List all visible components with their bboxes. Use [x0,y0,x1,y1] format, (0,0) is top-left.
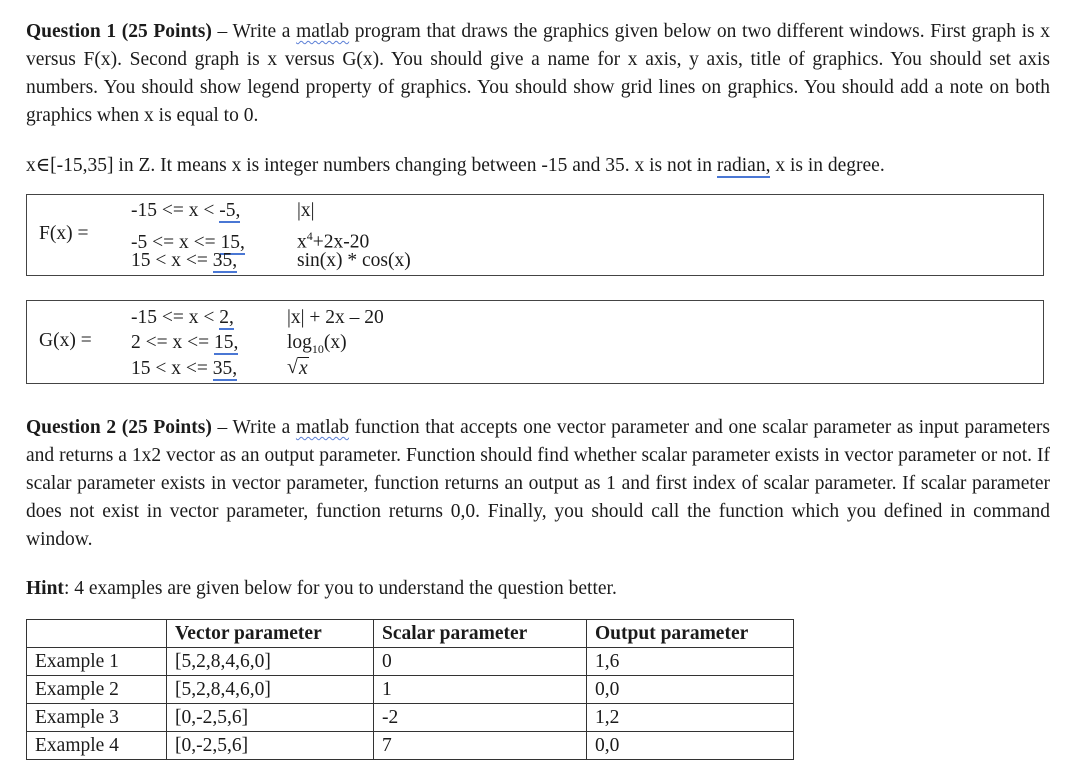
g-row-3-cond-b: 35, [212,358,238,379]
f-row-3-condition [131,248,297,274]
hint-text: : 4 examples are given below for you to understand the question better. [63,578,617,599]
hint-line [26,575,1050,603]
f-row-2-expr-b: +2x-20 [312,231,370,253]
g-row-2-expr-a: log [287,332,312,353]
table-row [27,676,794,704]
square-root-argument: x [299,358,308,379]
table-header-vector: Vector parameter [167,620,374,648]
table-cell: [0,-2,5,6] [167,704,374,732]
table-cell: [5,2,8,4,6,0] [167,648,374,676]
f-row-1 [131,198,315,224]
table-cell: Example 3 [27,704,167,732]
f-row-1-cond-b: -5, [219,200,241,221]
table-header-output: Output parameter [587,620,794,648]
question-2-heading: Question 2 (25 Points) [26,417,212,438]
table-cell: 7 [374,732,587,760]
table-row [27,648,794,676]
table-cell: Example 4 [27,732,167,760]
g-row-2-condition [131,330,287,356]
matlab-word-2: matlab [295,417,350,438]
g-row-3-condition [131,356,287,382]
table-header-empty [27,620,167,648]
table-cell: 0,0 [587,732,794,760]
domain-line [26,152,1050,180]
table-cell: -2 [374,704,587,732]
f-function-box [26,194,1044,276]
g-row-3-cond-a: 15 < x <= [131,358,213,379]
g-function-name: G(x) = [39,330,92,351]
question-1-text-b: program that draws the graphics given below on two different windows. First graph is x versus F(x). Second graph is x versus G(x). You should give a name for x axis, y axis, title of graphics. You should set axis numbers. You should show legend property of graphics. You should show grid lines on graphics. You should add a note on both graphics when x is equal to 0. [26,21,1050,126]
square-root-sign: √ [287,356,298,378]
f-row-2 [131,223,370,253]
table-header-row [27,620,794,648]
domain-text-b: x is in degree. [770,155,885,176]
f-row-3 [131,248,411,274]
g-row-2 [131,330,347,356]
table-row [27,704,794,732]
table-cell: Example 2 [27,676,167,704]
table-cell: [5,2,8,4,6,0] [167,676,374,704]
f-row-2-exponent: 4 [306,229,313,243]
hint-label: Hint [26,578,64,599]
question-1-paragraph [26,18,1050,130]
f-row-2-cond-a: -5 <= x <= [131,231,221,253]
g-row-2-cond-a: 2 <= x <= [131,332,214,353]
table-cell: Example 1 [27,648,167,676]
g-row-1-condition [131,305,287,331]
g-row-3-expression [287,356,309,382]
table-cell: 1,6 [587,648,794,676]
table-cell: 0 [374,648,587,676]
table-cell: 0,0 [587,676,794,704]
g-row-2-cond-b: 15, [214,332,239,353]
table-cell: [0,-2,5,6] [167,732,374,760]
table-cell: 1 [374,676,587,704]
question-2-paragraph [26,414,1050,554]
domain-text-a: x∈[-15,35] in Z. It means x is integer numbers changing between -15 and 35. x is not in [26,155,717,176]
g-row-1-cond-b: 2, [219,307,234,328]
f-row-1-condition [131,198,297,224]
table-cell: 1,2 [587,704,794,732]
f-row-2-expr-a: x [297,231,307,253]
question-2-text-b: function that accepts one vector parameter and one scalar parameter as input parameters and returns a 1x2 vector as an output parameter. Function should find whether scalar parameter exists in vector parameter or not. If scalar parameter exists in vector parameter, function returns an output as 1 and first index of scalar parameter. If scalar parameter does not exist in vector parameter, function returns 0,0. Finally, you should call the function which you defined in command window. [26,417,1050,550]
f-row-1-cond-a: -15 <= x < [131,200,220,221]
table-row [27,732,794,760]
f-row-3-expression: sin(x) * cos(x) [297,250,411,271]
g-row-1-cond-a: -15 <= x < [131,307,220,328]
f-row-2-cond-b: 15, [220,231,245,253]
question-1-text-a: – Write a [211,21,297,42]
g-function-box [26,300,1044,384]
g-row-2-expr-b: (x) [323,332,347,353]
radian-word: radian, [716,155,771,176]
g-row-1 [131,305,384,331]
f-row-1-expression: |x| [297,200,315,221]
examples-table [26,619,794,760]
table-header-scalar: Scalar parameter [374,620,587,648]
f-function-name: F(x) = [39,223,89,244]
f-row-3-cond-b: 35, [212,250,238,271]
question-2-text-a: – Write a [211,417,296,438]
g-row-2-subscript: 10 [311,341,324,356]
f-row-3-cond-a: 15 < x <= [131,250,213,271]
g-row-3 [131,356,309,382]
matlab-word: matlab [296,21,350,42]
g-row-1-expression: |x| + 2x – 20 [287,307,384,328]
question-1-heading: Question 1 (25 Points) [26,21,212,42]
